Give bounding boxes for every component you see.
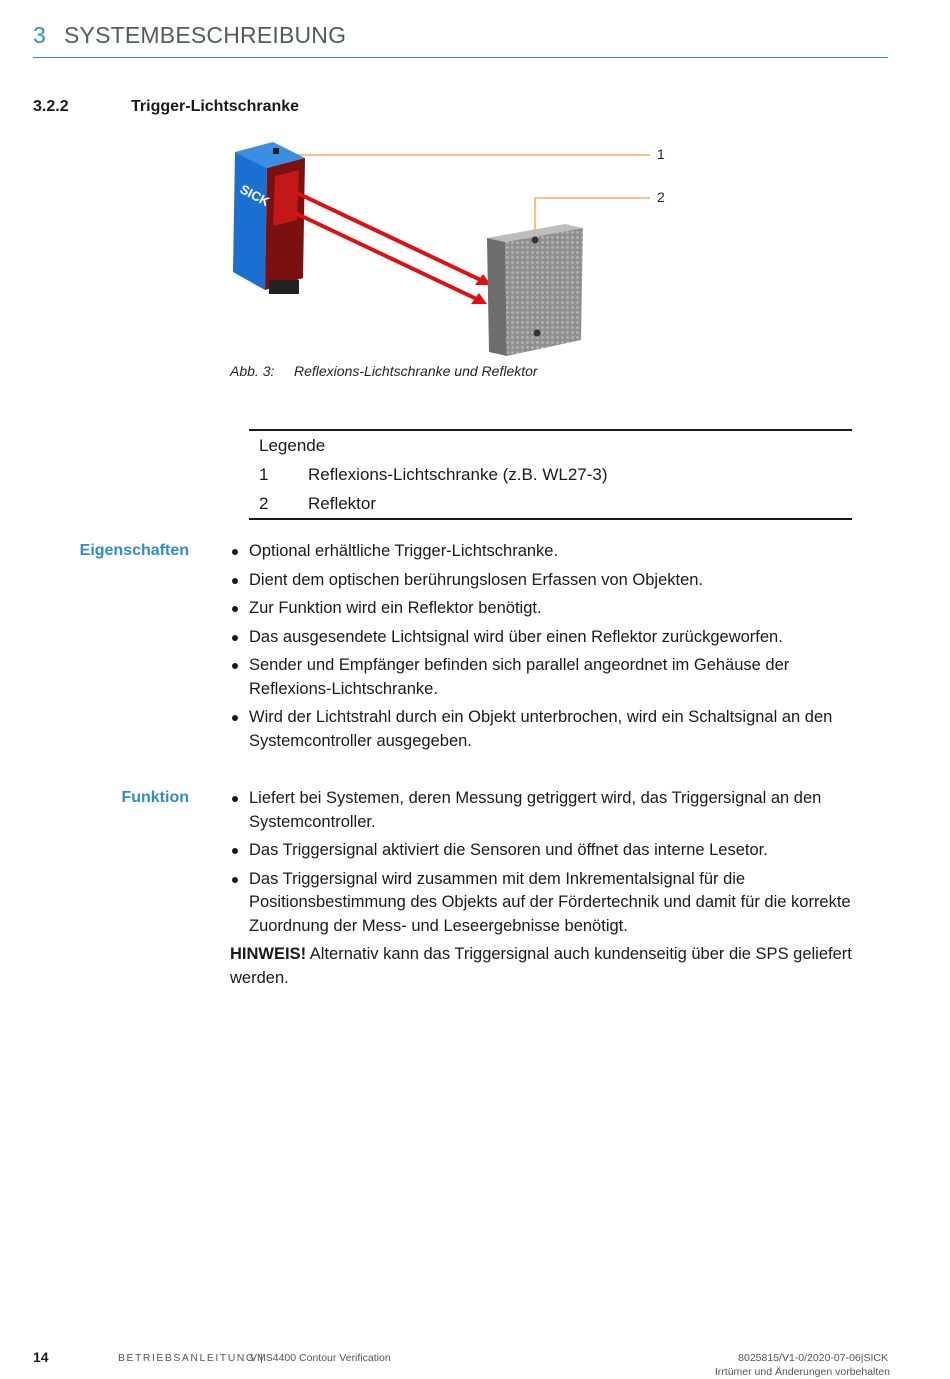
legend-number: 2 [259,494,269,513]
section-number: 3.2.2 [33,98,69,115]
photoelectric-sensor-figure [225,140,685,365]
sensor-logo: SICK [237,181,273,210]
footer-doc-product: VMS4400 Contour Verification [250,1352,391,1364]
function-list [230,787,870,943]
footer-doc-id: 8025815/V1-0/2020-07-06|SICK [738,1352,888,1364]
section-title: Trigger-Lichtschranke [131,98,300,115]
sensor-icon [233,142,305,294]
properties-list [230,540,870,758]
reflector-icon [487,224,583,356]
function-label: Funktion [121,789,189,806]
list-item: Zur Funktion wird ein Reflektor benötigt. [230,597,870,621]
list-item: Optional erhältliche Trigger-Lichtschranke. [230,540,870,564]
note-paragraph [230,942,870,990]
chapter-number: 3 [33,22,46,48]
list-item: Liefert bei Systemen, deren Messung getriggert wird, das Triggersignal an den Systemcontroller. [230,787,870,834]
footer-doc-type: BETRIEBSANLEITUNG | [118,1352,265,1364]
chapter-title: SYSTEMBESCHREIBUNG [64,22,347,48]
caption-text: Reflexions-Lichtschranke und Reflektor [294,363,538,379]
legend-number: 1 [259,465,269,484]
legend-text: Reflektor [308,494,377,513]
footer-disclaimer: Irrtümer und Änderungen vorbehalten [714,1366,890,1378]
list-item: Das Triggersignal aktiviert die Sensoren und öffnet das interne Lesetor. [230,839,870,863]
legend-table [249,429,852,520]
list-item: Das ausgesendete Lichtsignal wird über einen Reflektor zurückgeworfen. [230,626,870,650]
note-label: HINWEIS! [230,945,307,963]
list-item: Dient dem optischen berührungslosen Erfassen von Objekten. [230,569,870,593]
list-item: Sender und Empfänger befinden sich parallel angeordnet im Gehäuse der Reflexions-Lichtschranke. [230,654,870,701]
properties-label: Eigenschaften [79,542,189,559]
header-divider [33,57,888,58]
figure-caption [230,363,538,379]
caption-label: Abb. 3: [230,363,275,379]
legend-row [249,489,852,518]
callout-number-1: 1 [657,146,665,162]
list-item: Das Triggersignal wird zusammen mit dem Inkrementalsignal für die Positionsbestimmung des Objekts auf der Fördertechnik und damit für die korrekte Zuordnung der Mess- und Leseergebnisse benötigt. [230,868,870,939]
legend-text: Reflexions-Lichtschranke (z.B. WL27-3) [308,465,608,484]
note-text: Alternativ kann das Triggersignal auch kundenseitig über die SPS geliefert werden. [230,945,852,987]
legend-row [249,460,852,489]
callout-number-2: 2 [657,189,665,205]
legend-heading: Legende [259,436,326,455]
page-number: 14 [33,1349,49,1365]
list-item: Wird der Lichtstrahl durch ein Objekt unterbrochen, wird ein Schaltsignal an den Systemcontroller ausgegeben. [230,706,870,753]
light-beam-upper [295,192,487,283]
light-beam-lower [293,212,483,302]
